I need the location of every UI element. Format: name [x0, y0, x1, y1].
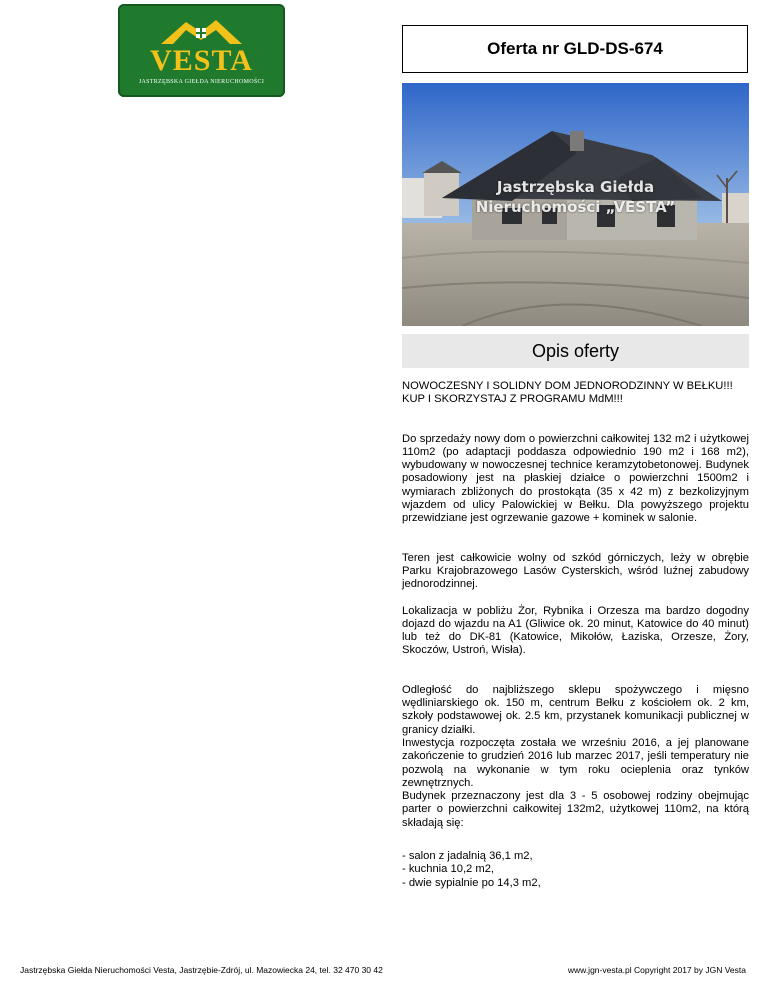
headline-1: NOWOCZESNY I SOLIDNY DOM JEDNORODZINNY W BEŁKU!!!: [402, 380, 733, 392]
offer-description: [402, 380, 749, 890]
vesta-logo: [118, 4, 285, 97]
list-item: - dwie sypialnie po 14,3 m2,: [402, 876, 541, 889]
paragraph-4: Odległość do najbliższego sklepu spożywczego i mięsno wędliniarskiego ok. 150 m, centrum Bełku z kościołem ok. 2 km, szkoły podstawowej ok. 2.5 km, przystanek komunikacji publicznej w granicy działki.: [402, 683, 749, 736]
section-title: [402, 334, 749, 368]
offer-title: Oferta nr GLD-DS-674: [487, 39, 663, 58]
offer-number-box: [402, 25, 748, 73]
paragraph-5: Inwestycja rozpoczęta została we wrześniu 2016, a jej planowane zakończenie to grudzień 2016 lub marzec 2017, jeśli temperatury nie pozwolą na wykonanie w tym roku ocieplenia oraz tynków zewnętrznych.: [402, 736, 749, 789]
house-roof-icon: [156, 16, 246, 46]
headline-2: KUP I SKORZYSTAJ Z PROGRAMU MdM!!!: [402, 393, 623, 406]
list-item: - kuchnia 10,2 m2,: [402, 863, 495, 876]
watermark-line-1: Jastrzębska Giełda: [496, 178, 655, 196]
paragraph-6: Budynek przeznaczony jest dla 3 - 5 osobowej rodziny obejmując parter o powierzchni całkowitej 132m2, użytkowej 110m2, na którą składają się:: [402, 790, 749, 829]
list-item: - salon z jadalnią 36,1 m2,: [402, 850, 533, 863]
paragraph-1: Do sprzedaży nowy dom o powierzchni całkowitej 132 m2 i użytkowej 110m2 (po adaptacji poddasza odpowiednio 190 m2 i 168 m2), wybudowany w nowoczesnej technice keramzytobetonowej. Budynek posadowiony jest na płaskiej działce o powierzchni 1500m2 i wymiarach zbliżonych do prostokąta (35 x 42 m) z bezkolizyjnym wjazdem od ulicy Palowickiej w Bełku. Dla powyższego projektu przewidziane jest ogrzewanie gazowe + kominek w salonie.: [402, 432, 749, 525]
footer-copyright: www.jgn-vesta.pl Copyright 2017 by JGN Vesta: [567, 965, 746, 975]
property-photo: [402, 83, 749, 326]
footer-contact: Jastrzębska Giełda Nieruchomości Vesta, Jastrzębie-Zdrój, ul. Mazowiecka 24, tel. 32 470 30 42: [20, 965, 383, 975]
watermark-line-2: Nieruchomości „VESTA”: [475, 198, 676, 216]
logo-tagline: JASTRZĘBSKA GIEŁDA NIERUCHOMOŚCI: [138, 79, 265, 85]
paragraph-2: Teren jest całkowicie wolny od szkód górniczych, leży w obrębie Parku Krajobrazowego Lasów Cysterskich, wśród luźnej zabudowy jednorodzinnej.: [402, 551, 749, 591]
logo-brand: VESTA: [150, 44, 253, 77]
section-title-text: Opis oferty: [531, 340, 620, 361]
paragraph-3: Lokalizacja w pobliżu Żor, Rybnika i Orzesza ma bardzo dogodny dojazd do wjazdu na A1 (Gliwice ok. 20 minut, Katowice do 40 minut) lub też do DK-81 (Katowice, Mikołów, Łaziska, Orzesze, Żory, Skoczów, Ustroń, Wisła).: [402, 604, 749, 657]
